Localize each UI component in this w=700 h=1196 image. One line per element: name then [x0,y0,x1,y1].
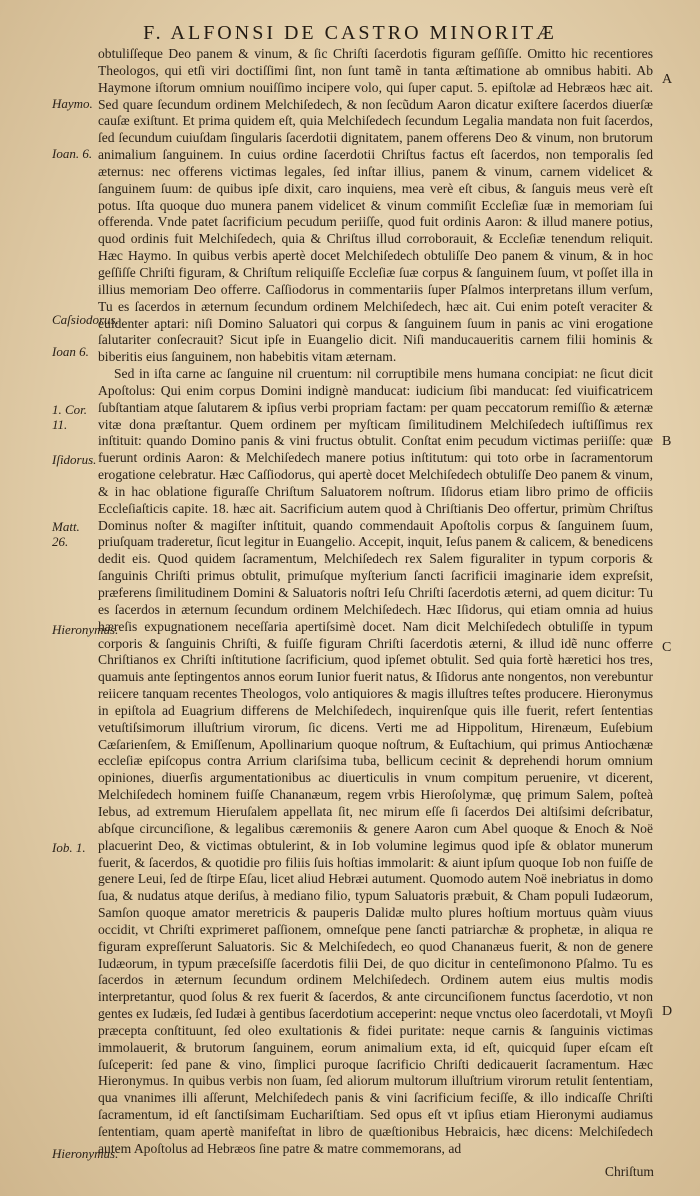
margin-note-hieronymus: Hieronymus. [52,622,119,637]
running-title: F. ALFONSI DE CASTRO MINORITÆ [143,22,557,44]
paragraph-2: Sed in iſta carne ac ſanguine nil cruentum: nil corruptibile mens humana concipiat: ne ſicut dicit Apoſtolus: Qui enim corpus Domini indignè manducat: iudicium ſibi manducat: ſed viuificatricem ſubſtantiam atque ſalutarem & ipſius verbi propriam factam: per quam peccatorum remiſſio & æternæ vitæ dona præſtantur. Quem ordinem per myſticam ſimilitudinem Melchiſedech iuſtiſſimus rex inſtituit: quando Domino panis & vini fructus obtulit. Conſtat enim pecudum victimas periiſſe: quæ fuerunt ordinis Aaron: & Melchiſedech manere potius inſtitutum: qui toto orbe in ſacramentorum erogatione celebratur. Hæc Caſſiodorus, qui apertè docet Melchiſedech obtuliſſe Deo panem & vinum, & in hac oblatione figuraſſe Chriſtum Saluatorem noſtrum. Iſidorus etiam libro primo de officiis Eccleſiaſticis capite. 18. hæc ait. Sacrificium autem quod à Chriſtianis Deo offertur, primùm Chriſtus Dominus noſter & magiſter inſtituit, quando commendauit Apoſtolis corpus & ſanguinem ſuum, priuſquam traderetur, ſicut legitur in Euangelio. Accepit, inquit, Ieſus panem & calicem, & benedicens dedit eis. Quod quidem ſacramentum, Melchiſedech rex Salem figuraliter in typum corporis & ſanguinis Chriſti primus obtulit, primuſque myſterium ſancti ſacrificii imaginarie idem expreſsit, præferens ſimilitudinem Domini & Saluatoris noſtri Ieſu Chriſti ſacerdotis æterni, ad quem dicitur: Tu es ſacerdos in æternum ſecundum ordinem Melchiſedech. Hæc Iſidorus, qui etiam omnia ad huius hæreſis expugnationem neceſſaria apertiſsimè docet. Nam dicit Melchiſedech obtuliſſe in typum corporis & ſanguinis Chriſti, & fuiſſe figuram Chriſti ſacerdotis æterni, & illud idẽ nunc offerre Chriſtianos ex Chriſti inſtitutione ſacrificium, quod ipſemet obtulit. Sed quia fortè hæretici hos tres, quamuis ante ſeptingentos annos eorum Iunior fuerit natus, & Iſidorus ante nongentos, non verebuntur reiicere tanquam recentes Theologos, volo antiquiores & magis illuſtres teſtes producere. Hieronymus in epiſtola ad Euagrium differens de Melchiſedech, inquirenſque quis ille fuerit, refert ſententias vetuſtiſsimorum illuſtrium virorum, ſic dicens. Verti me ad Hippolitum, Hirenæum, Euſebium Cæſarienſem, & Emiſſenum, Apollinarium quoque noſtrum, & Euſtachium, qui primus Antiochænæ eccleſiæ epiſcopus contra Arrium clariſsima tuba, bellicum cecinit & deprehendi horum omnium opiniones, diuerſis argumentationibus ac diuerticulis in vnum compitum peruenire, vt dicerent, Melchiſedech hominem fuiſſe Chananæum, regem vrbis Hieroſolymæ, quę primum Salem, poſteà Iebus, ad extremum Hieruſalem appellata ſit, nec mirum eſſe ſi ſacerdos Dei altiſsimi deſcribatur, abſque circunciſione, & legalibus cæremoniis & genere Aaron cum Abel quoque & Enoch & Noë placuerint Deo, & victimas obtulerint, & in Iob volumine legimus quod ipſe & oblator munerum fuerit, & ſacerdos, & quotidie pro filiis ſuis hoſtias immolarit: & aiunt ipſum quoque Iob non fuiſſe de genere Leui, ſed de ſtirpe Eſau, licet aliud Hebræi autument. Quomodo autem Noë inebriatus in domo ſua, & nudatus atque deriſus, à mediano filio, typum Saluatoris præbuit, & Cham populi Iudæorum, Samſon quoque amator meretricis & pauperis Dalidæ multo plures hoſtium mortuus quàm viuus occidit, vt Chriſti exprimeret paſſionem, omneſque pene ſancti patriarchæ & prophetæ, in aliqua re figuram expreſſerunt Saluatoris. Sic & Melchiſedech, eo quod Chananæus fuerit, & non de genere Iudæorum, in typum præceſsiſſe ſacerdotis filii Dei, de quo dicitur in centeſimonono Pſalmo. Tu es ſacerdos in æternum ſecundum ordinem Melchiſedech. Ordinem autem eius multis modis interpretantur, quod ſolus & rex fuerit & ſacerdos, & ante circunciſionem functus ſacerdotio, vt non gentes ex Iudæis, ſed Iudæi à gentibus ſacerdotium acceperint: neque vnctus oleo ſacerdotali, vt Moyſi præcepta conſtituunt, ſed oleo exultationis & fidei puritate: neque carnis & ſanguinis victimas immolauerit, & brutorum ſanguinem, eorum animalium exta, id eſt, quicquid ſuper eſcam eſt ſuſceperit: ſed pane & vino, ſimplici puroque ſacrificio Chriſti dedicauerit ſacramentum. Hæc Hieronymus. In quibus verbis non ſuam, ſed aliorum multorum illuſtrium virorum retulit ſententiam, qua vnanimes illi aſſerunt, Melchiſedech panis & vini ſacrificium feciſſe, & illo indicaſſe Chriſti ſacramentum, id eſt ſanctiſsimam Euchariſtiam. Sed opus eſt vt ipſius etiam Hieronymi audiamus ſententiam, quam apertè manifeſtat in libro de quæſtionibus Hebraicis, hæc dicens: Melchiſedech autem Apoſtolus ad Hebræos ſine patre & matre commemorans, ad [98,366,653,1156]
section-letter-b: B [662,434,672,449]
margin-note-isidorus: Iſidorus. [52,452,97,467]
catchword: Chriſtum [604,1164,654,1179]
margin-note-hieronymus-second: Hieronymus. [52,1146,119,1161]
paragraph-1: obtuliſſeque Deo panem & vinum, & ſic Chriſti ſacerdotis figuram geſſiſſe. Omitto hic recentiores Theologos, qui etſi viri doctiſſimi ſint, non ſunt tamẽ in tanta æſtimatione ab omnibus habiti. Ab Haymone iſtorum omnium nouiſſimo incipere volo, qui ſuper caput. 5. epiſtolæ ad Hebræos hæc ait. Sed quare ſecundum ordinem Melchiſedech, & non ſecũdum Aaron dicatur exiſtere ſacerdos diuerſæ cauſæ exiſtunt. Et prima quidem eſt, quia Melchiſedech ſecundum Legalia mandata non fuit ſacerdos, ſed ſecundum cuiuſdam ſingularis ſacerdotii dignitatem, panem offerens Deo & vinum, non brutorum animalium ſanguinem. In cuius ordine ſacerdotii Chriſtus factus eſt ſacerdos, non temporalis ſed æternus: nec offerens victimas legales, ſed inſtar illius, panem & vinum, carnem videlicet & ſanguinem ſuum: de quibus ipſe dixit, caro inquiens, mea verè eſt cibus, & ſanguis meus verè eſt potus. Iſta quoque duo munera panem videlicet & vinum commiſit Eccleſiæ ſuæ in memoriam ſui offerenda. Vnde patet ſacrificium pecudum periiſſe, quod fuit ordinis Aaron: & illud manere potius, quod ordinis fuit Melchiſedech, quia & Chriſtus illud corroborauit, & Eccleſiæ tenendum reliquit. Hæc Haymo. In quibus verbis apertè docet Melchiſedech obtuliſſe Deo panem & vinum, & in hoc geſſiſſe Chriſti figuram, & Chriſtum reliquiſſe Eccleſiæ ſuæ corpus & ſanguinem ſuum, vt poſſet illa in illius memoriam Deo offerre. Caſſiodorus in commentariis ſuper Pſalmos interpretans illum verſum, Tu es ſacerdos in æternum ſecundum ordinem Melchiſedech, hæc ait. Cui enim poteſt veraciter & euidenter aptari: niſi Domino Saluatori qui corpus & ſanguinem ſuum in panis ac vini erogatione ſalutariter conſecrauit? Sicut ipſe in Euangelio dicit. Niſi manducaueritis carnem filii hominis & biberitis eius ſanguinem, non habebitis vitam æternam. [98,46,653,365]
margin-note-matthew: Matt. 26. [52,519,80,549]
margin-note-ioan6-second: Ioan 6. [52,344,89,359]
margin-note-cassiodorus: Caſsiodorus. [52,312,119,327]
margin-note-iob: Iob. 1. [52,840,86,855]
section-letter-d: D [662,1004,673,1019]
margin-note-ioan6: Ioan. 6. [52,146,93,161]
margin-note-haymo: Haymo. [52,96,93,111]
margin-note-corinthians: 1. Cor. 11. [52,402,88,432]
section-letter-c: C [662,640,672,655]
text-body [98,46,653,1158]
section-letter-a: A [662,72,673,87]
